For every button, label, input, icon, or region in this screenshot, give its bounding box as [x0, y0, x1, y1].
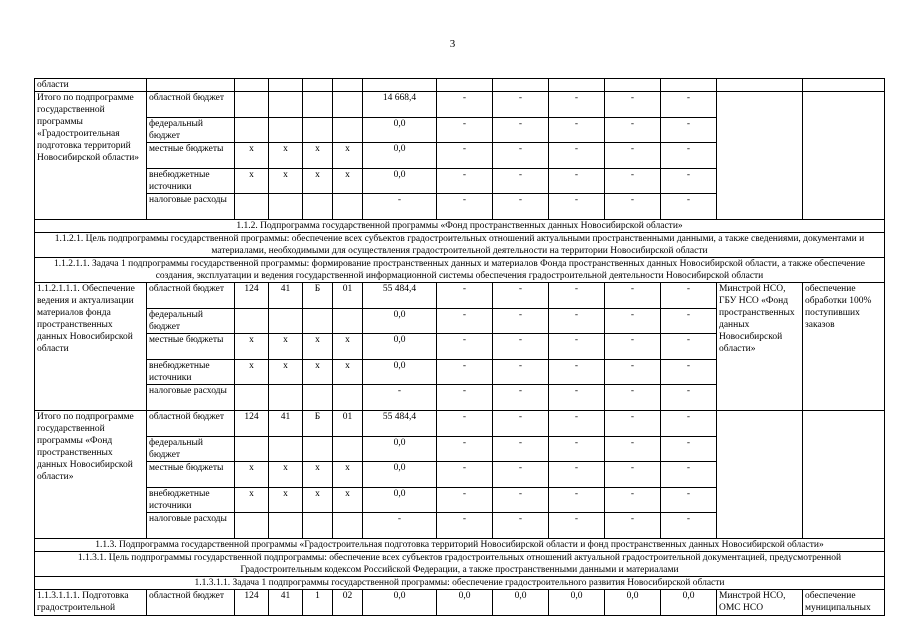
- budget-code: x: [333, 462, 363, 488]
- year-value: -: [549, 385, 605, 411]
- section-row: [35, 219, 885, 232]
- budget-code: [303, 385, 333, 411]
- year-value: -: [493, 487, 549, 513]
- year-value: 0,0: [437, 589, 493, 615]
- year-value: -: [661, 436, 717, 462]
- year-value: -: [605, 359, 661, 385]
- budget-code: x: [303, 487, 333, 513]
- budget-code: 41: [269, 282, 303, 308]
- amount: 0,0: [363, 436, 437, 462]
- budget-code: Б: [303, 282, 333, 308]
- empty-cell: [147, 79, 235, 92]
- funding-source: областной бюджет: [147, 589, 235, 615]
- executor: Минстрой НСО, ГБУ НСО «Фонд пространственных данных Новосибирской области»: [717, 282, 803, 410]
- row-label: 1.1.2.1.1.1. Обеспечение ведения и актуализации материалов фонда пространственных данных Новосибирской области: [35, 282, 147, 410]
- budget-code: x: [333, 168, 363, 194]
- amount: -: [363, 513, 437, 539]
- budget-code: x: [269, 143, 303, 169]
- budget-code: x: [235, 487, 269, 513]
- year-value: -: [605, 168, 661, 194]
- funding-source: местные бюджеты: [147, 462, 235, 488]
- section-row: [35, 257, 885, 282]
- year-value: -: [493, 513, 549, 539]
- empty-cell: [269, 79, 303, 92]
- section-row: [35, 232, 885, 257]
- year-value: -: [605, 143, 661, 169]
- budget-code: [269, 436, 303, 462]
- year-value: -: [549, 436, 605, 462]
- year-value: -: [437, 194, 493, 220]
- budget-code: [303, 117, 333, 143]
- year-value: -: [437, 359, 493, 385]
- section-heading: 1.1.2.1.1. Задача 1 подпрограммы государственной программы: формирование пространственных данных и материалов Фонда пространственных данных Новосибирской области, а также обеспечение создания, эксплуатации и ведения государственной информационной системы обеспечения градостроительной деятельности Новосибирской области: [35, 257, 885, 282]
- table-row: [35, 589, 885, 615]
- year-value: -: [549, 117, 605, 143]
- budget-code: 02: [333, 589, 363, 615]
- financing-table: [34, 78, 885, 616]
- year-value: -: [605, 385, 661, 411]
- budget-code: [269, 385, 303, 411]
- year-value: -: [661, 359, 717, 385]
- section-heading: 1.1.2.1. Цель подпрограммы государственной программы: обеспечение всех субъектов градостроительных отношений актуальными пространственными данными, а также сведениями, документами и материалами, необходимыми для осуществления градостроительной деятельности на территории Новосибирской области: [35, 232, 885, 257]
- year-value: -: [493, 92, 549, 118]
- budget-code: [333, 308, 363, 334]
- year-value: -: [493, 359, 549, 385]
- empty-cell: [303, 79, 333, 92]
- budget-code: 41: [269, 410, 303, 436]
- year-value: -: [493, 282, 549, 308]
- budget-code: [235, 436, 269, 462]
- table-row: [35, 92, 885, 118]
- budget-code: x: [303, 168, 333, 194]
- table-row: [35, 282, 885, 308]
- year-value: 0,0: [549, 589, 605, 615]
- budget-code: 41: [269, 589, 303, 615]
- funding-source: федеральный бюджет: [147, 436, 235, 462]
- year-value: -: [661, 513, 717, 539]
- budget-code: [269, 117, 303, 143]
- year-value: -: [549, 168, 605, 194]
- budget-code: x: [269, 359, 303, 385]
- budget-code: [333, 436, 363, 462]
- budget-code: [269, 92, 303, 118]
- year-value: -: [549, 487, 605, 513]
- funding-source: местные бюджеты: [147, 334, 235, 360]
- budget-code: [333, 513, 363, 539]
- amount: 0,0: [363, 168, 437, 194]
- year-value: -: [493, 143, 549, 169]
- year-value: -: [605, 513, 661, 539]
- budget-code: [303, 308, 333, 334]
- year-value: -: [437, 513, 493, 539]
- year-value: -: [493, 385, 549, 411]
- budget-code: [269, 308, 303, 334]
- year-value: -: [661, 168, 717, 194]
- budget-code: x: [333, 359, 363, 385]
- year-value: -: [605, 194, 661, 220]
- year-value: -: [437, 410, 493, 436]
- year-value: -: [493, 308, 549, 334]
- year-value: -: [437, 117, 493, 143]
- year-value: -: [661, 143, 717, 169]
- year-value: -: [605, 462, 661, 488]
- year-value: -: [661, 308, 717, 334]
- year-value: -: [437, 487, 493, 513]
- empty-cell: [717, 79, 803, 92]
- funding-source: областной бюджет: [147, 410, 235, 436]
- year-value: -: [549, 143, 605, 169]
- year-value: 0,0: [605, 589, 661, 615]
- amount: 0,0: [363, 117, 437, 143]
- empty-cell: [661, 79, 717, 92]
- year-value: -: [549, 462, 605, 488]
- empty-cell: [437, 79, 493, 92]
- expected-result: обеспечение обработки 100% поступивших заказов: [803, 282, 885, 410]
- amount: 0,0: [363, 308, 437, 334]
- budget-code: 124: [235, 410, 269, 436]
- funding-source: налоговые расходы: [147, 194, 235, 220]
- year-value: -: [493, 334, 549, 360]
- funding-source: налоговые расходы: [147, 513, 235, 539]
- budget-code: 01: [333, 410, 363, 436]
- budget-code: [235, 308, 269, 334]
- amount: 55 484,4: [363, 410, 437, 436]
- row-label: Итого по подпрограмме государственной программы «Градостроительная подготовка территорий Новосибирской области»: [35, 92, 147, 220]
- expected-result: [803, 410, 885, 538]
- year-value: -: [661, 385, 717, 411]
- budget-code: 124: [235, 589, 269, 615]
- amount: 0,0: [363, 462, 437, 488]
- year-value: -: [437, 282, 493, 308]
- year-value: 0,0: [661, 589, 717, 615]
- section-row: [35, 551, 885, 576]
- year-value: -: [605, 308, 661, 334]
- executor: [717, 410, 803, 538]
- section-row: [35, 538, 885, 551]
- budget-code: [333, 92, 363, 118]
- year-value: 0,0: [493, 589, 549, 615]
- year-value: -: [661, 117, 717, 143]
- budget-code: x: [303, 359, 333, 385]
- funding-source: областной бюджет: [147, 282, 235, 308]
- year-value: -: [549, 282, 605, 308]
- funding-source: внебюджетные источники: [147, 487, 235, 513]
- executor: [717, 92, 803, 220]
- section-heading: 1.1.3. Подпрограмма государственной программы «Градостроительная подготовка территорий Новосибирской области и фонд пространственных данных Новосибирской области»: [35, 538, 885, 551]
- year-value: -: [437, 143, 493, 169]
- empty-cell: [549, 79, 605, 92]
- budget-code: x: [235, 359, 269, 385]
- section-heading: 1.1.3.1.1. Задача 1 подпрограммы государственной программы: обеспечение градостроительного развития Новосибирской области: [35, 576, 885, 589]
- empty-cell: [605, 79, 661, 92]
- empty-cell: [363, 79, 437, 92]
- amount: 0,0: [363, 143, 437, 169]
- budget-code: 124: [235, 282, 269, 308]
- amount: -: [363, 385, 437, 411]
- year-value: -: [549, 308, 605, 334]
- year-value: -: [549, 513, 605, 539]
- budget-code: x: [303, 143, 333, 169]
- year-value: -: [661, 194, 717, 220]
- budget-code: 1: [303, 589, 333, 615]
- amount: 0,0: [363, 589, 437, 615]
- budget-code: Б: [303, 410, 333, 436]
- amount: 0,0: [363, 334, 437, 360]
- row-label: области: [35, 79, 147, 92]
- empty-cell: [493, 79, 549, 92]
- empty-cell: [235, 79, 269, 92]
- budget-code: 01: [333, 282, 363, 308]
- year-value: -: [605, 117, 661, 143]
- budget-code: [235, 117, 269, 143]
- budget-code: [235, 513, 269, 539]
- year-value: -: [605, 436, 661, 462]
- budget-code: [235, 194, 269, 220]
- year-value: -: [605, 334, 661, 360]
- budget-code: x: [333, 143, 363, 169]
- funding-source: местные бюджеты: [147, 143, 235, 169]
- amount: 14 668,4: [363, 92, 437, 118]
- funding-source: федеральный бюджет: [147, 308, 235, 334]
- year-value: -: [661, 462, 717, 488]
- amount: 0,0: [363, 359, 437, 385]
- budget-code: [235, 385, 269, 411]
- table-row: [35, 410, 885, 436]
- year-value: -: [605, 282, 661, 308]
- empty-cell: [803, 79, 885, 92]
- section-heading: 1.1.2. Подпрограмма государственной программы «Фонд пространственных данных Новосибирской области»: [35, 219, 885, 232]
- year-value: -: [437, 385, 493, 411]
- budget-code: x: [333, 334, 363, 360]
- executor: Минстрой НСО, ОМС НСО: [717, 589, 803, 615]
- budget-code: [333, 194, 363, 220]
- year-value: -: [493, 462, 549, 488]
- section-heading: 1.1.3.1. Цель подпрограммы государственной подпрограммы: обеспечение всех субъектов градостроительных отношений актуальной градостроительной документацией, предусмотренной Градостроительным кодексом Российской Федерации, а также пространственными данными и материалами: [35, 551, 885, 576]
- page-number: 3: [449, 38, 456, 50]
- year-value: -: [493, 436, 549, 462]
- year-value: -: [549, 334, 605, 360]
- budget-code: [235, 92, 269, 118]
- year-value: -: [605, 487, 661, 513]
- budget-code: [269, 194, 303, 220]
- year-value: -: [661, 92, 717, 118]
- year-value: -: [493, 194, 549, 220]
- year-value: -: [437, 308, 493, 334]
- year-value: -: [437, 92, 493, 118]
- funding-source: федеральный бюджет: [147, 117, 235, 143]
- year-value: -: [661, 487, 717, 513]
- year-value: -: [549, 410, 605, 436]
- year-value: -: [437, 462, 493, 488]
- table-row: [35, 79, 885, 92]
- year-value: -: [493, 410, 549, 436]
- row-label: 1.1.3.1.1.1. Подготовка градостроительной: [35, 589, 147, 615]
- year-value: -: [661, 334, 717, 360]
- year-value: -: [605, 92, 661, 118]
- empty-cell: [333, 79, 363, 92]
- year-value: -: [549, 359, 605, 385]
- year-value: -: [493, 168, 549, 194]
- budget-code: [303, 513, 333, 539]
- year-value: -: [549, 92, 605, 118]
- funding-source: областной бюджет: [147, 92, 235, 118]
- amount: 55 484,4: [363, 282, 437, 308]
- expected-result: обеспечение муниципальных: [803, 589, 885, 615]
- year-value: -: [493, 117, 549, 143]
- budget-code: x: [303, 334, 333, 360]
- budget-code: [303, 194, 333, 220]
- funding-source: налоговые расходы: [147, 385, 235, 411]
- section-row: [35, 576, 885, 589]
- budget-code: [269, 513, 303, 539]
- budget-code: x: [333, 487, 363, 513]
- budget-code: x: [269, 168, 303, 194]
- funding-source: внебюджетные источники: [147, 359, 235, 385]
- budget-code: x: [235, 168, 269, 194]
- budget-code: [303, 436, 333, 462]
- year-value: -: [437, 168, 493, 194]
- budget-code: x: [303, 462, 333, 488]
- budget-code: x: [269, 334, 303, 360]
- budget-code: x: [269, 462, 303, 488]
- budget-code: [333, 117, 363, 143]
- budget-code: [303, 92, 333, 118]
- budget-code: x: [269, 487, 303, 513]
- amount: -: [363, 194, 437, 220]
- budget-code: x: [235, 462, 269, 488]
- budget-code: [333, 385, 363, 411]
- year-value: -: [437, 436, 493, 462]
- year-value: -: [549, 194, 605, 220]
- funding-source: внебюджетные источники: [147, 168, 235, 194]
- year-value: -: [437, 334, 493, 360]
- budget-code: x: [235, 143, 269, 169]
- expected-result: [803, 92, 885, 220]
- year-value: -: [661, 282, 717, 308]
- budget-code: x: [235, 334, 269, 360]
- year-value: -: [661, 410, 717, 436]
- year-value: -: [605, 410, 661, 436]
- row-label: Итого по подпрограмме государственной программы «Фонд пространственных данных Новосибирской области»: [35, 410, 147, 538]
- amount: 0,0: [363, 487, 437, 513]
